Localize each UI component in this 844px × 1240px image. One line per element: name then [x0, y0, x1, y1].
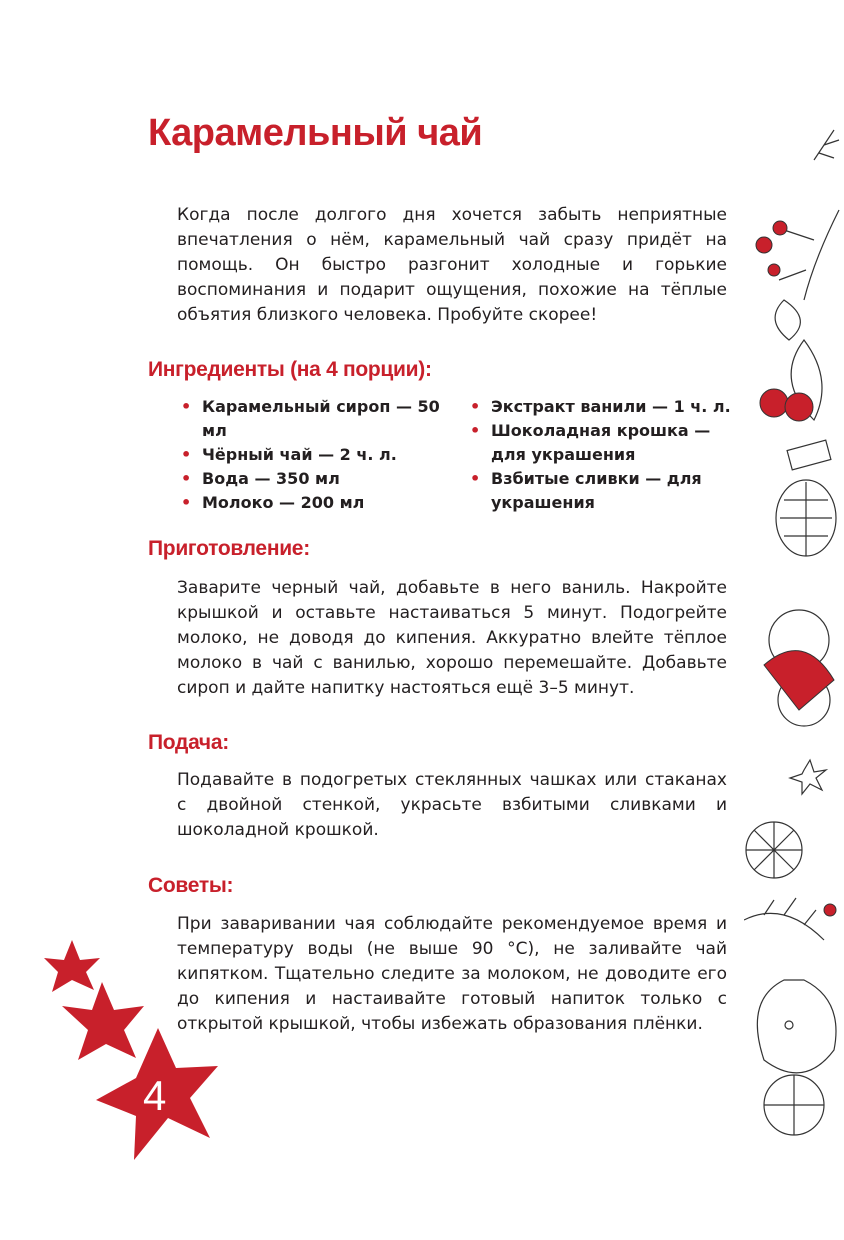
intro-paragraph: Когда после долгого дня хочется забыть неприятные впечатления о нём, карамельный чай сразу придёт на помощь. Он быстро разгонит холодные и горькие воспоминания и подарит ощущения, похожие на тёплые объятия близкого человека. Пробуйте скорее! [177, 205, 727, 325]
list-item: • Экстракт ванили — 1 ч. л. [470, 395, 740, 419]
serving-heading: Подача: [148, 731, 229, 754]
page-title: Карамельный чай [148, 112, 483, 154]
page-number: 4 [143, 1072, 167, 1119]
preparation-paragraph: Заварите черный чай, добавьте в него ваниль. Накройте крышкой и оставьте настаиваться 5 минут. Подогрейте молоко, не доводя до кипения. Аккуратно влейте тёплое молоко в чай с ванилью, хорошо перемешайте. Добавьте сироп и дайте напитку настояться ещё 3–5 минут. [177, 578, 727, 698]
botanical-illustration [744, 120, 844, 1140]
ingredients-list-left [181, 395, 441, 515]
ingredients-list-right [470, 395, 740, 515]
list-item: • Взбитые сливки — для украшения [470, 467, 740, 515]
star-medium [62, 982, 144, 1060]
list-item: • Чёрный чай — 2 ч. л. [181, 443, 441, 467]
list-item: • Вода — 350 мл [181, 467, 441, 491]
list-item: • Карамельный сироп — 50 мл [181, 395, 441, 443]
list-item: • Шоколадная крошка — для украшения [470, 419, 740, 467]
serving-paragraph: Подавайте в подогретых стеклянных чашках или стаканах с двойной стенкой, украсьте взбитыми сливками и шоколадной крошкой. [177, 770, 727, 840]
tips-heading: Советы: [148, 874, 234, 897]
page-stars-decoration [40, 940, 240, 1180]
ingredients-heading: Ингредиенты (на 4 порции): [148, 358, 432, 381]
star-small [44, 940, 100, 992]
tips-paragraph: При заваривании чая соблюдайте рекомендуемое время и температуру воды (не выше 90 °С), не заливайте чай кипятком. Тщательно следите за молоком, не доводите его до кипения и настаивайте готовый напиток только с открытой крышкой, чтобы избежать образования плёнки. [177, 914, 727, 1034]
preparation-heading: Приготовление: [148, 537, 310, 560]
list-item: • Молоко — 200 мл [181, 491, 441, 515]
